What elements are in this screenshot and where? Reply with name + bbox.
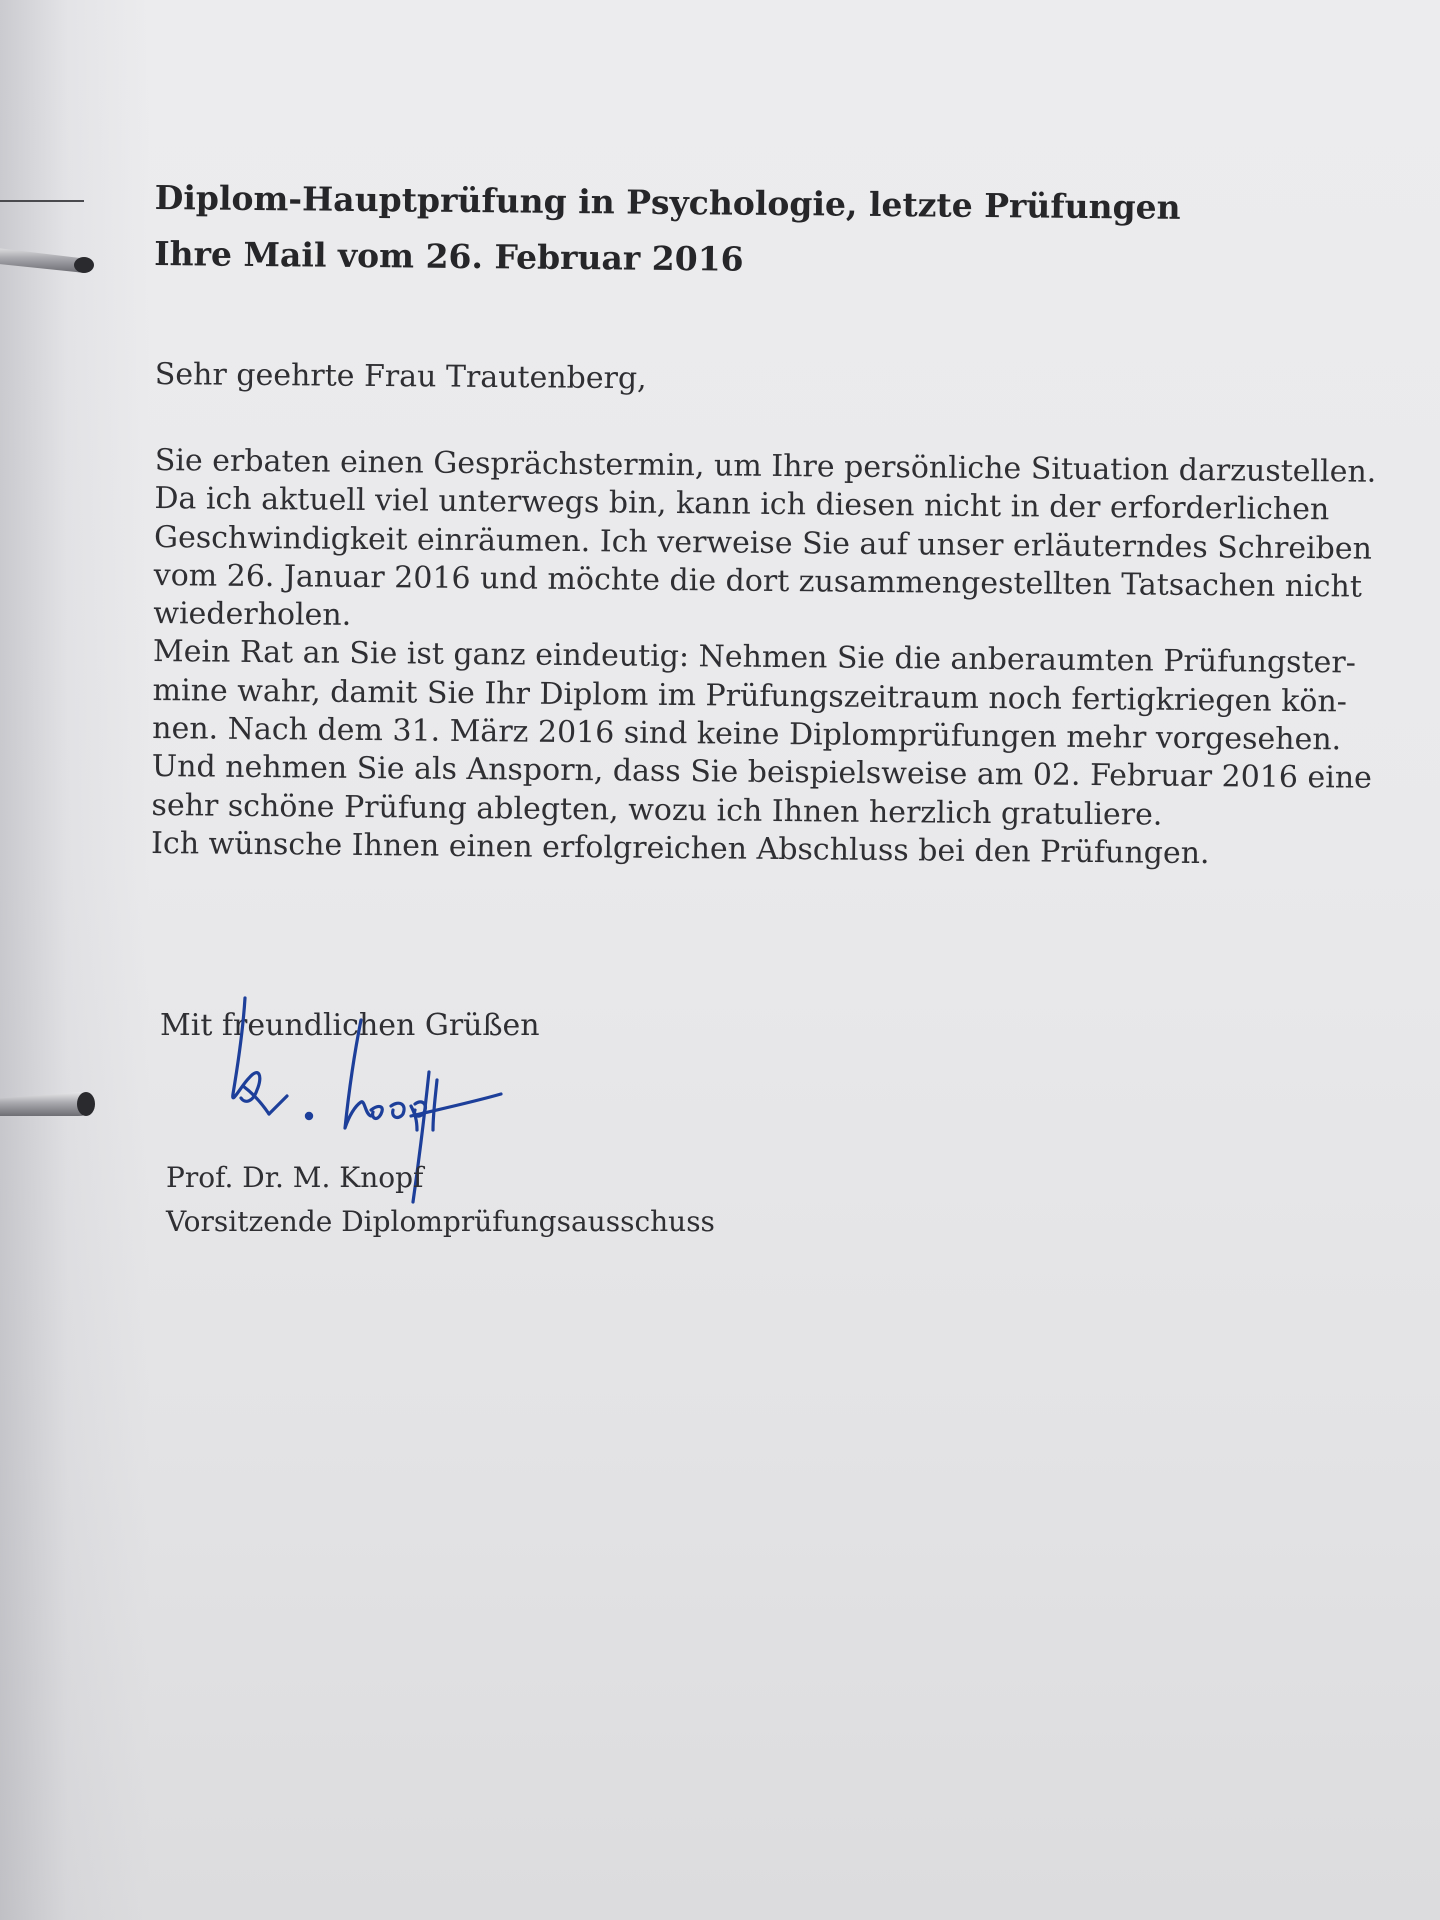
binder-shadow (0, 0, 150, 1920)
body-line: Mein Rat an Sie ist ganz eindeutig: Nehmen Sie die anberaumten Prüfungster- (152, 634, 1356, 682)
body-line: mine wahr, damit Sie Ihr Diplom im Prüfungszeitraum noch fertigkriegen kön- (152, 672, 1348, 720)
letter-body (151, 442, 1395, 875)
subject-line: Ihre Mail vom 26. Februar 2016 (154, 233, 744, 279)
body-line: wiederholen. (153, 596, 352, 634)
body-line: Und nehmen Sie als Ansporn, dass Sie beispielsweise am 02. Februar 2016 eine (151, 749, 1373, 797)
body-line: sehr schöne Prüfung ablegten, wozu ich Ihnen herzlich gratuliere. (151, 787, 1163, 833)
body-line: Geschwindigkeit einräumen. Ich verweise Sie auf unser erläuterndes Schreiben (153, 519, 1373, 567)
header-rule (0, 200, 84, 202)
body-line: Da ich aktuell viel unterwegs bin, kann ich diesen nicht in der erforderlichen (154, 481, 1330, 528)
closing: Mit freundlichen Grüßen (160, 1008, 540, 1043)
signatory-name: Prof. Dr. M. Knopf (166, 1161, 424, 1194)
subject-line: Diplom-Hauptprüfung in Psychologie, letzte Prüfungen (154, 177, 1181, 227)
binder-ring-icon (0, 236, 120, 274)
body-line: nen. Nach dem 31. März 2016 sind keine Diplomprüfungen mehr vorgesehen. (152, 711, 1342, 758)
binder-ring-icon (0, 1086, 120, 1124)
signatory-block (166, 1156, 715, 1244)
body-line: vom 26. Januar 2016 und möchte die dort zusammengestellten Tatsachen nicht (153, 557, 1363, 605)
letter-subject (154, 170, 1295, 293)
salutation: Sehr geehrte Frau Trautenberg, (154, 356, 647, 397)
signatory-title: Vorsitzende Diplomprüfungsausschuss (166, 1205, 715, 1238)
body-line: Ich wünsche Ihnen einen erfolgreichen Abschluss bei den Prüfungen. (150, 825, 1210, 872)
body-line: Sie erbaten einen Gesprächstermin, um Ihre persönliche Situation darzustellen. (154, 442, 1377, 490)
